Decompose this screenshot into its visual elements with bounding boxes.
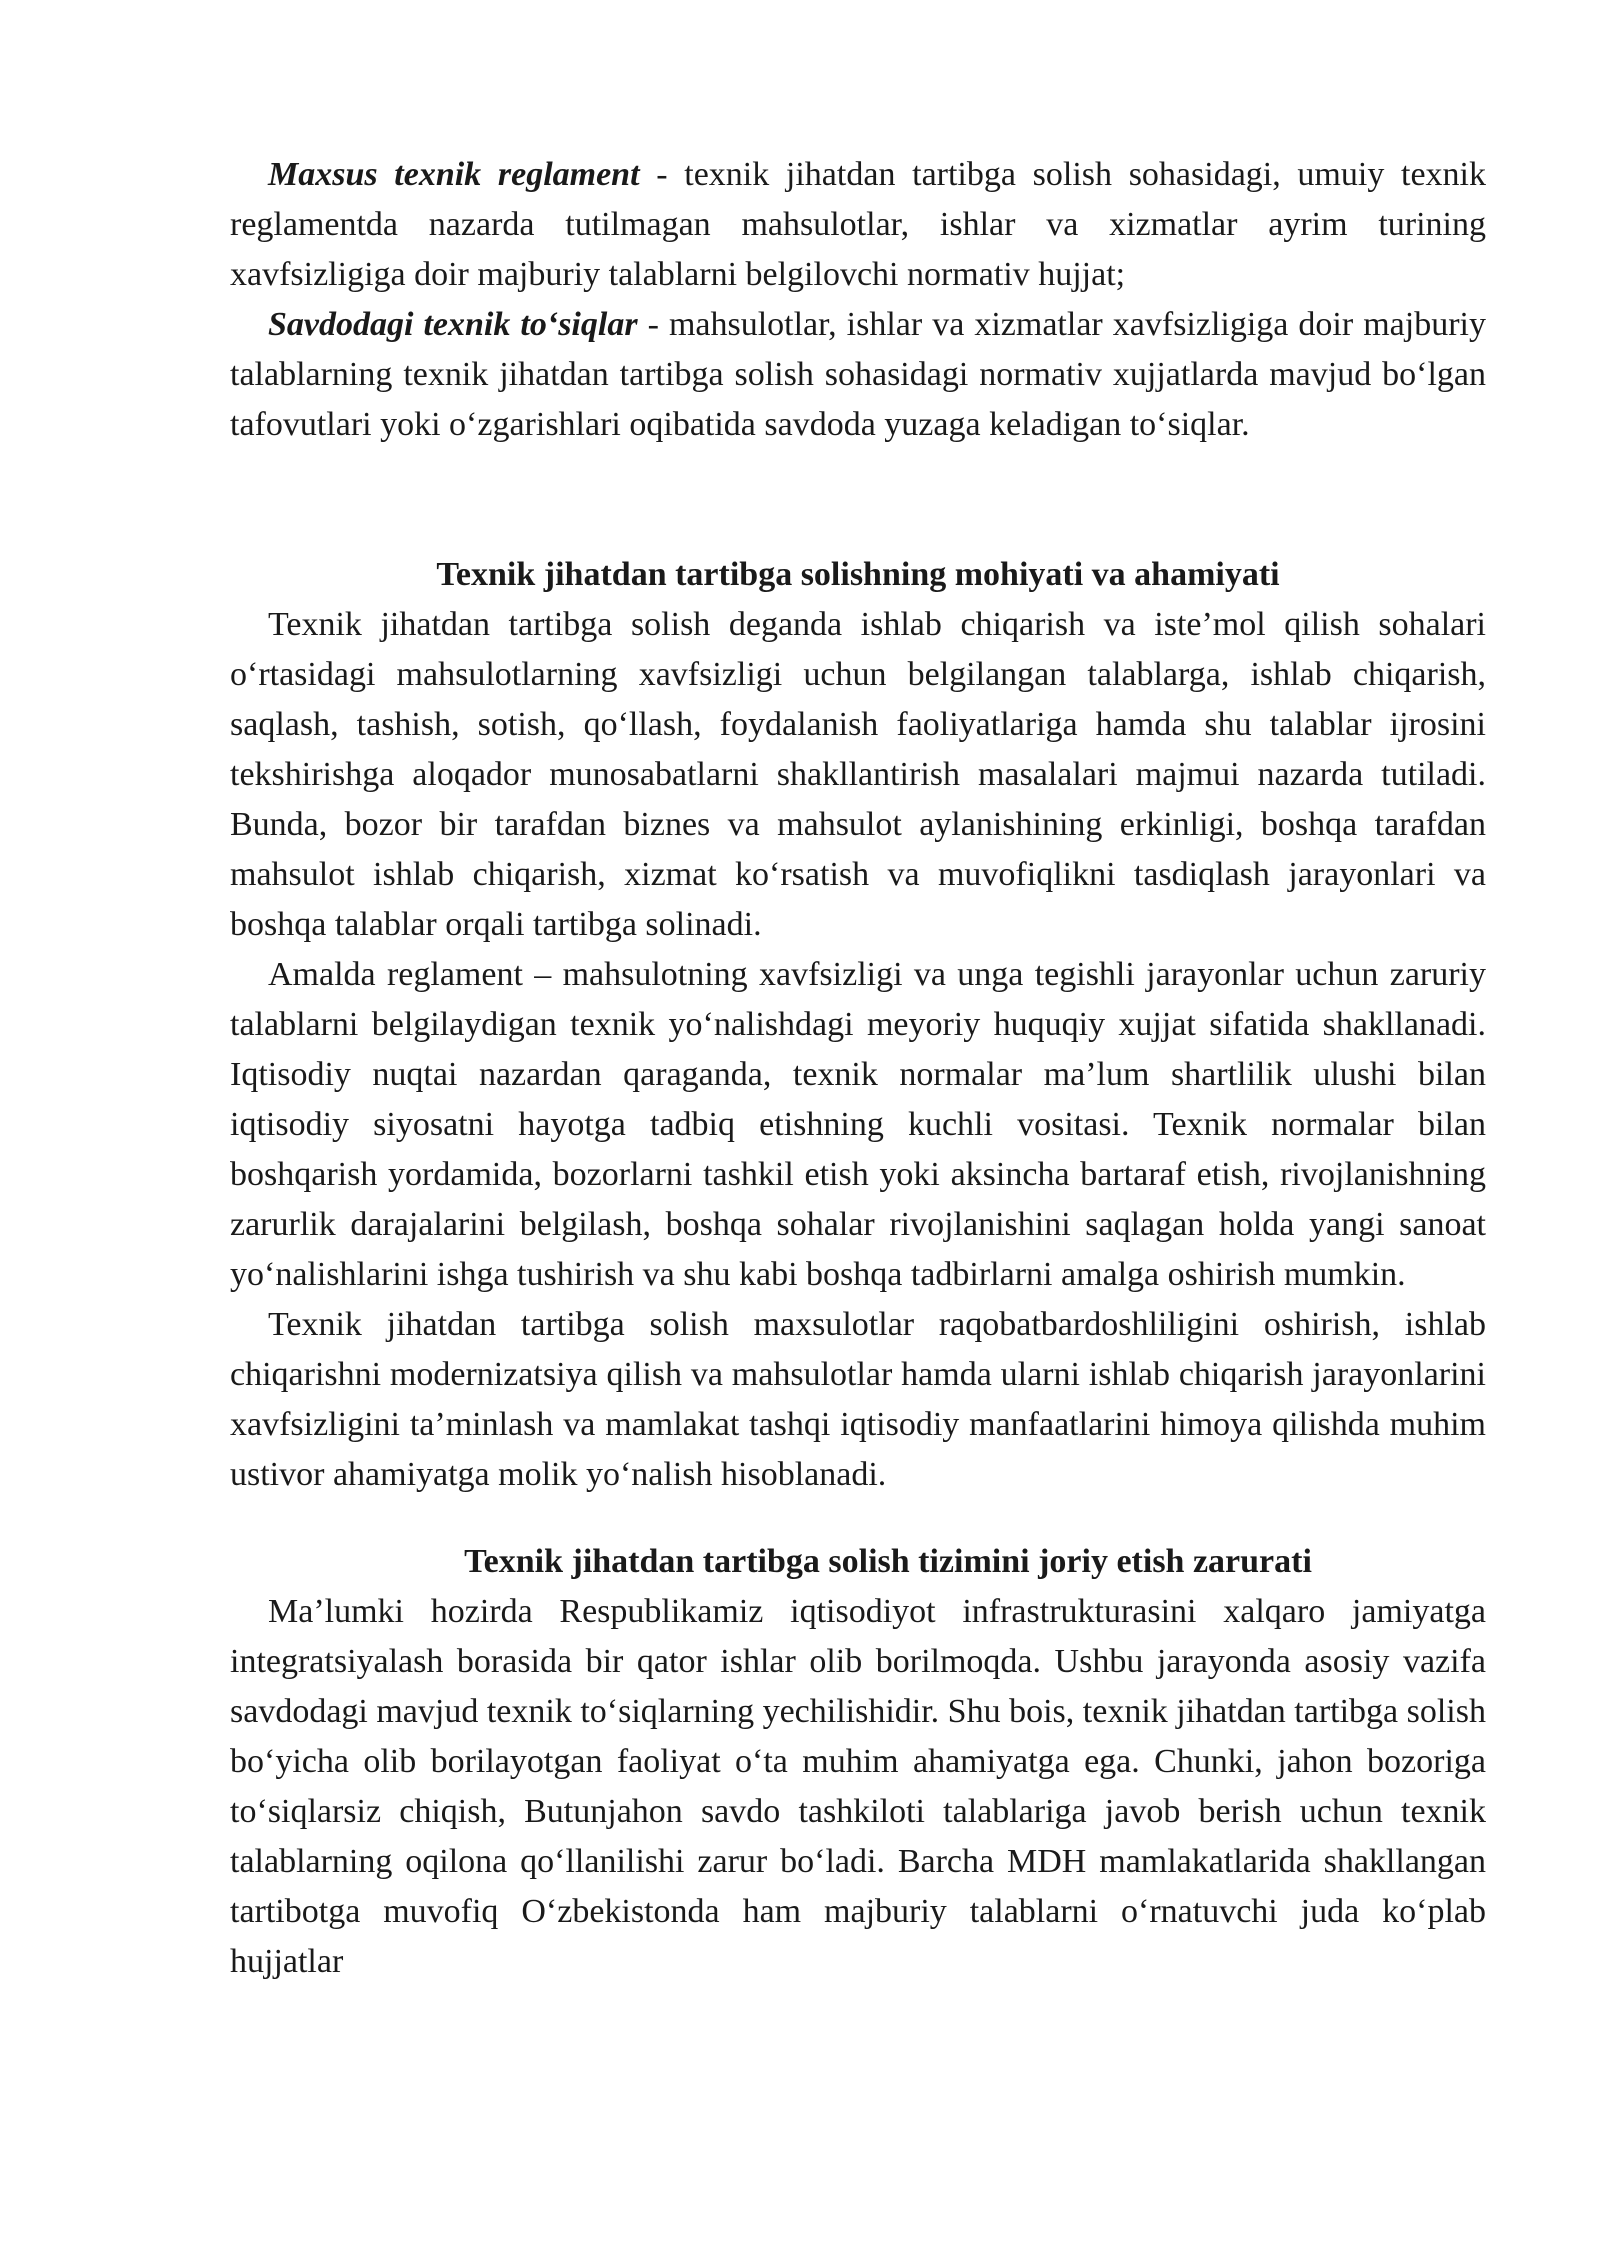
body-paragraph: Texnik jihatdan tartibga solish maxsulotlar raqobatbardoshliligini oshirish, ishlab chiqarishni modernizatsiya qilish va mahsulotlar hamda ularni ishlab chiqarish jarayonlarini xavfsizligini ta’minlash va mamlakat tashqi iqtisodiy manfaatlarini himoya qilishda muhim ustivor ahamiyatga molik yo‘nalish hisoblanadi. (230, 1306, 1486, 1493)
definition-text: - texnik jihatdan tartibga solish sohasidagi, umuiy texnik reglamentda nazarda tutilmagan mahsulotlar, ishlar va xizmatlar ayrim turining xavfsizligiga doir majburiy talablarni belgilovchi normativ hujjat; (230, 156, 1486, 293)
body-paragraph: Ma’lumki hozirda Respublikamiz iqtisodiyot infrastrukturasini xalqaro jamiyatga integratsiyalash borasida bir qator ishlar olib borilmoqda. Ushbu jarayonda asosiy vazifa savdodagi mavjud texnik to‘siqlarning yechilishidir. Shu bois, texnik jihatdan tartibga solish bo‘yicha olib borilayotgan faoliyat o‘ta muhim ahamiyatga ega. Chunki, jahon bozoriga to‘siqlarsiz chiqish, Butunjahon savdo tashkiloti talablariga javob berish uchun texnik talablarning oqilona qo‘llanilishi zarur bo‘ladi. Barcha MDH mamlakatlarida shakllangan tartibotga muvofiq O‘zbekistonda ham majburiy talablarni o‘rnatuvchi juda ko‘plab hujjatlar (230, 1593, 1486, 1980)
document-page (230, 150, 1486, 2230)
definition-text: - mahsulotlar, ishlar va xizmatlar xavfsizligiga doir majburiy talablarning texnik jihatdan tartibga solish sohasidagi normativ xujjatlarda mavjud bo‘lgan tafovutlari yoki o‘zgarishlari oqibatida savdoda yuzaga keladigan to‘siqlar. (230, 306, 1486, 443)
body-paragraph: Texnik jihatdan tartibga solish deganda ishlab chiqarish va iste’mol qilish sohalari o‘rtasidagi mahsulotlarning xavfsizligi uchun belgilangan talablarga, ishlab chiqarish, saqlash, tashish, sotish, qo‘llash, foydalanish faoliyatlariga hamda shu talablar ijrosini tekshirishga aloqador munosabatlarni shakllantirish masalalari majmui nazarda tutiladi. Bunda, bozor bir tarafdan biznes va mahsulot aylanishining erkinligi, boshqa tarafdan mahsulot ishlab chiqarish, xizmat ko‘rsatish va muvofiqlikni tasdiqlash jarayonlari va boshqa talablar orqali tartibga solinadi. (230, 606, 1486, 943)
definition-term: Savdodagi texnik to‘siqlar (268, 306, 638, 343)
definition-paragraph (230, 150, 1486, 300)
definition-paragraph (230, 300, 1486, 450)
section-heading: Texnik jihatdan tartibga solish tizimini joriy etish zarurati (464, 1543, 1312, 1580)
body-paragraph: Amalda reglament – mahsulotning xavfsizligi va unga tegishli jarayonlar uchun zaruriy talablarni belgilaydigan texnik yo‘nalishdagi meyoriy huquqiy xujjat sifatida shakllanadi. Iqtisodiy nuqtai nazardan qaraganda, texnik normalar ma’lum shartlilik ulushi bilan iqtisodiy siyosatni hayotga tadbiq etishning kuchli vositasi. Texnik normalar bilan boshqarish yordamida, bozorlarni tashkil etish yoki aksincha bartaraf etish, rivojlanishning zarurlik darajalarini belgilash, boshqa sohalar rivojlanishini saqlagan holda yangi sanoat yo‘nalishlarini ishga tushirish va shu kabi boshqa tadbirlarni amalga oshirish mumkin. (230, 956, 1486, 1293)
section-heading: Texnik jihatdan tartibga solishning mohiyati va ahamiyati (436, 556, 1280, 593)
definition-term: Maxsus texnik reglament (268, 156, 640, 193)
